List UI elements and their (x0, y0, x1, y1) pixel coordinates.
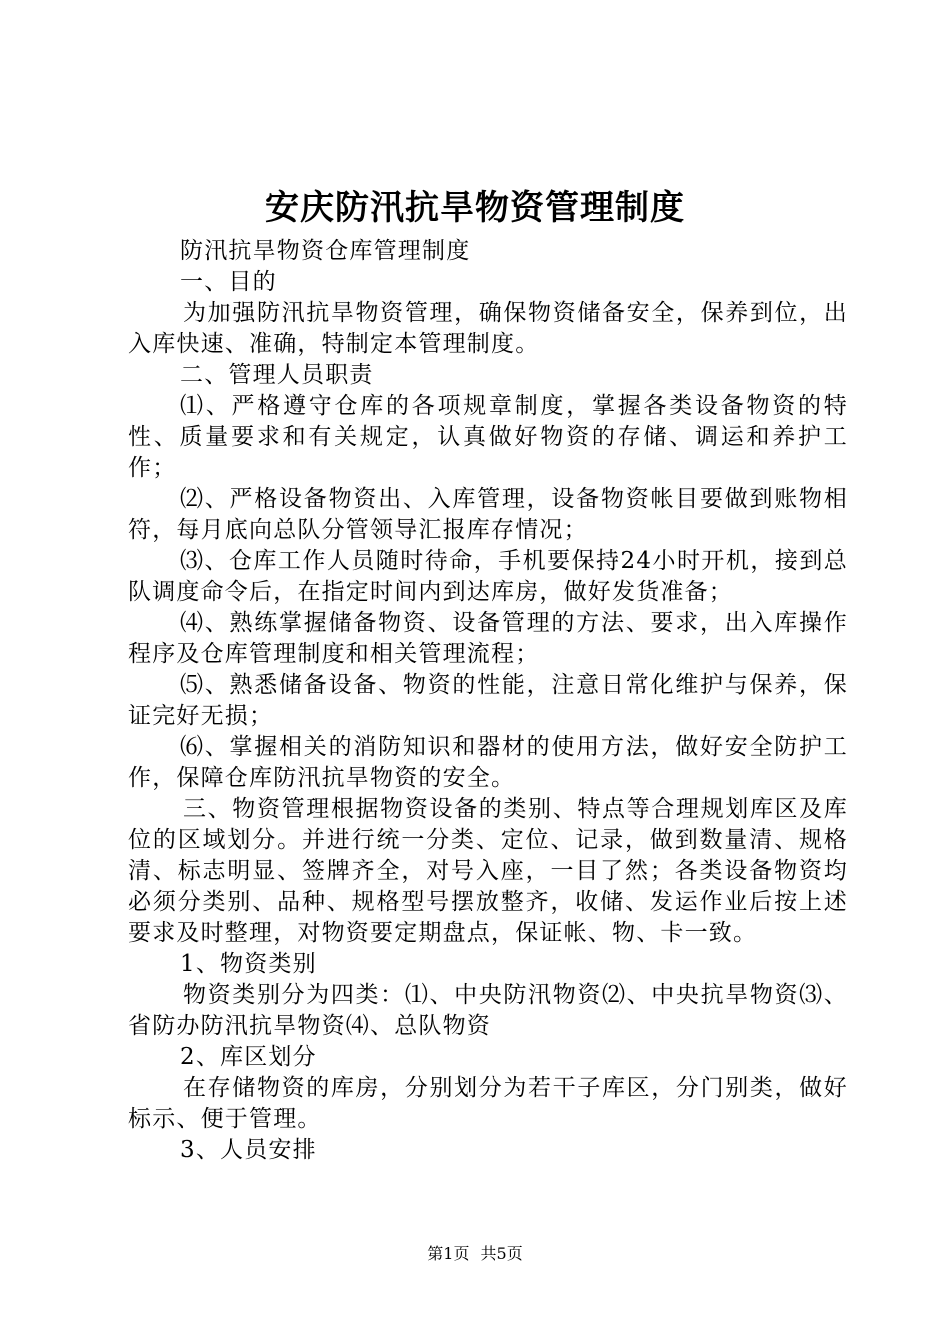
list-item: ⑹、掌握相关的消防知识和器材的使用方法，做好安全防护工作，保障仓库防汛抗旱物资的安全。 (128, 734, 848, 791)
list-item: ⑶、仓库工作人员随时待命，手机要保持24小时开机，接到总队调度命令后，在指定时间内到达库房，做好发货准备； (128, 548, 848, 605)
subsection-heading: 3、人员安排 (180, 1137, 317, 1163)
list-item: ⑸、熟悉储备设备、物资的性能，注意日常化维护与保养，保证完好无损； (128, 672, 848, 729)
page-total: 共5页 (480, 1244, 523, 1263)
paragraph: 为加强防汛抗旱物资管理，确保物资储备安全，保养到位，出入库快速、准确，特制定本管理制度。 (128, 300, 848, 357)
section-heading: 一、目的 (180, 269, 277, 295)
page-number: 第1页 (427, 1244, 470, 1263)
list-item: ⑴、严格遵守仓库的各项规章制度，掌握各类设备物资的特性、质量要求和有关规定，认真做好物资的存储、调运和养护工作； (128, 393, 848, 481)
document-body (128, 236, 848, 1166)
list-item: ⑷、熟练掌握储备物资、设备管理的方法、要求，出入库操作程序及仓库管理制度和相关管理流程； (128, 610, 848, 667)
section-paragraph: 三、物资管理根据物资设备的类别、特点等合理规划库区及库位的区域划分。并进行统一分类、定位、记录，做到数量清、规格清、标志明显、签牌齐全，对号入座，一目了然；各类设备物资均必须分类别、品种、规格型号摆放整齐，收储、发运作业后按上述要求及时整理，对物资要定期盘点，保证帐、物、卡一致。 (128, 796, 848, 946)
section-heading: 二、管理人员职责 (180, 362, 374, 388)
list-item: ⑵、严格设备物资出、入库管理，设备物资帐目要做到账物相符，每月底向总队分管领导汇报库存情况； (128, 486, 848, 543)
page-footer (0, 1242, 950, 1266)
subsection-heading: 1、物资类别 (180, 951, 317, 977)
document-title: 安庆防汛抗旱物资管理制度 (265, 188, 685, 228)
paragraph: 物资类别分为四类：⑴、中央防汛物资⑵、中央抗旱物资⑶、省防办防汛抗旱物资⑷、总队物资 (128, 982, 848, 1039)
subtitle-paragraph: 防汛抗旱物资仓库管理制度 (180, 238, 471, 264)
paragraph: 在存储物资的库房，分别划分为若干子库区，分门别类，做好标示、便于管理。 (128, 1075, 848, 1132)
subsection-heading: 2、库区划分 (180, 1044, 317, 1070)
